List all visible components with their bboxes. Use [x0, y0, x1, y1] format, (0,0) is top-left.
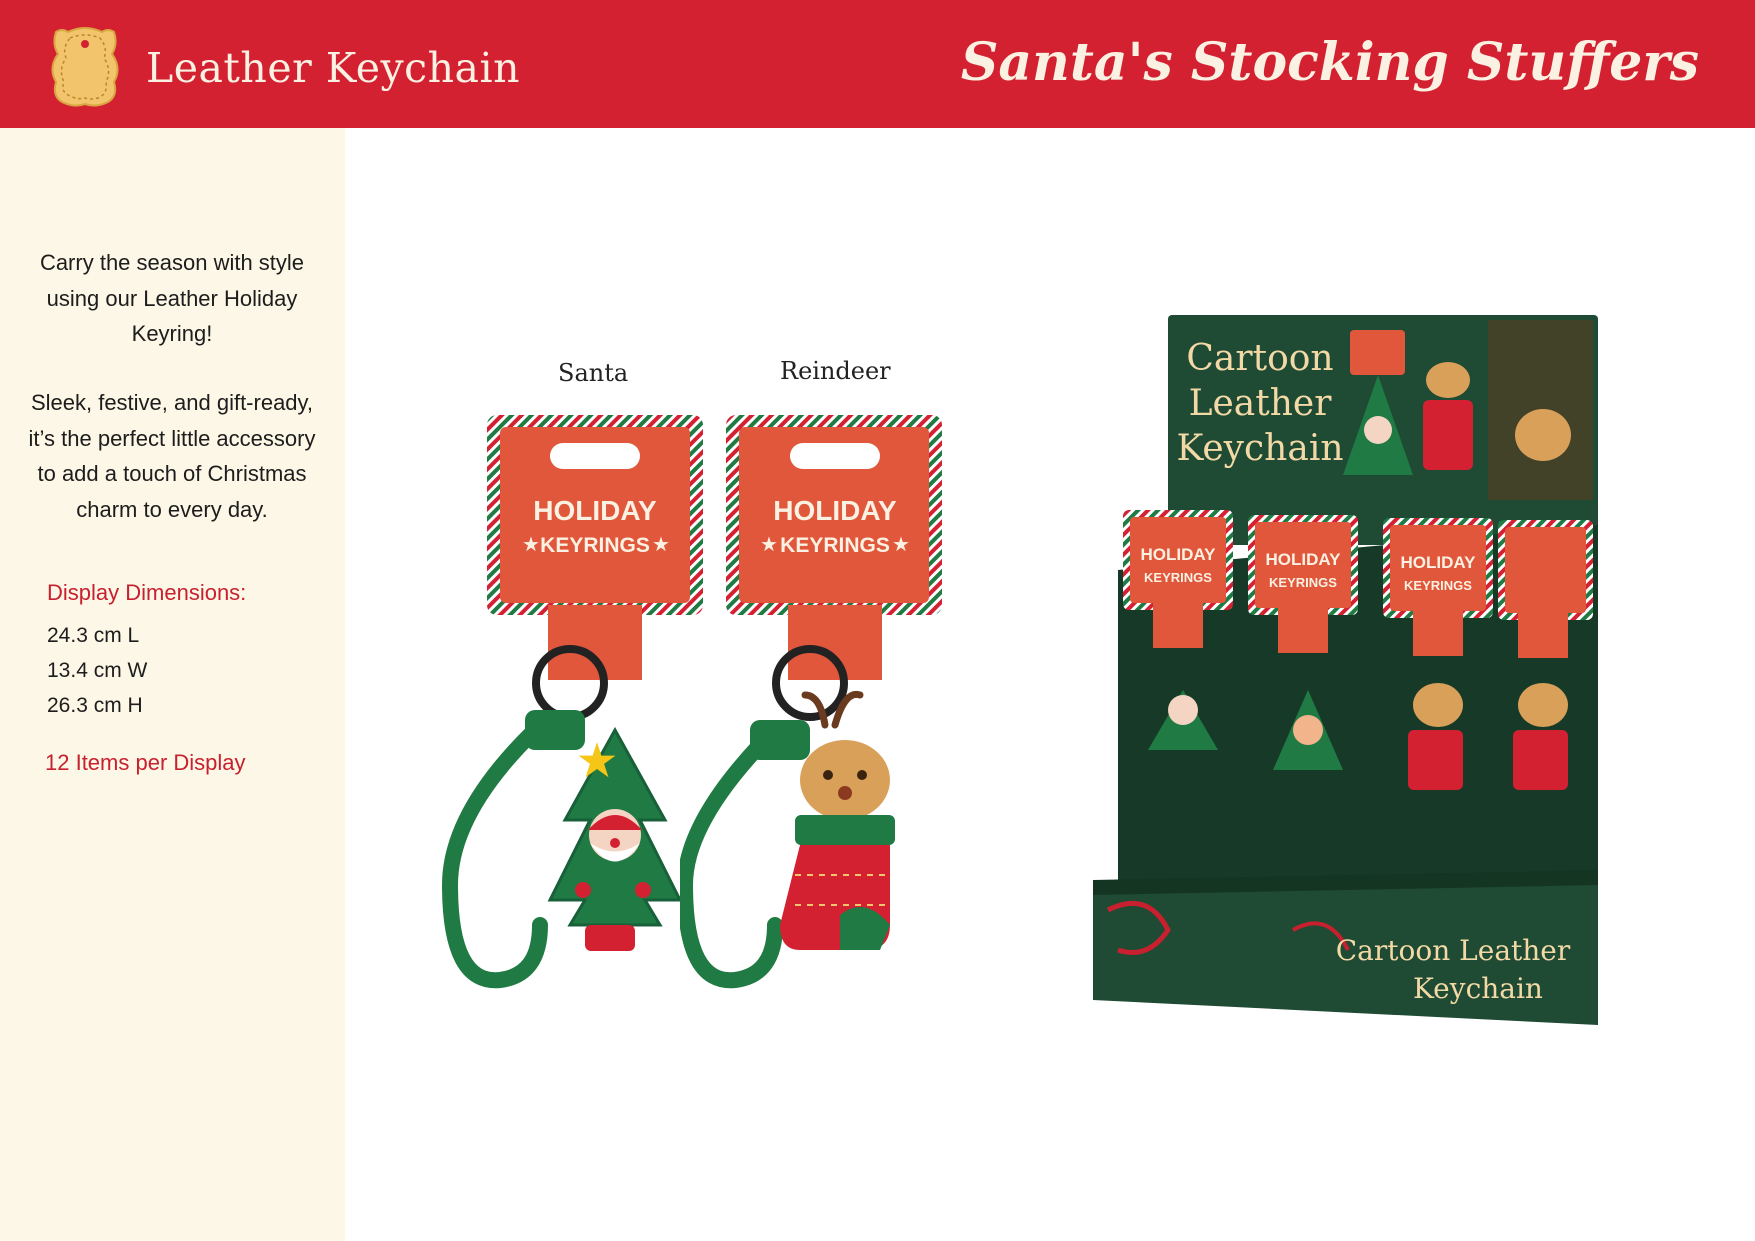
star-icon: ★ — [575, 735, 619, 788]
svg-text:HOLIDAY: HOLIDAY — [1265, 550, 1341, 569]
brand-title: Santa's Stocking Stuffers — [960, 32, 1699, 93]
sidebar — [0, 128, 345, 1241]
dimension-width: 13.4 cm W — [47, 659, 148, 682]
card-line1: HOLIDAY — [773, 495, 897, 526]
description-body: Sleek, festive, and gift-ready, it’s the perfect little accessory to add a touch of Christmas charm to every day. — [28, 390, 316, 522]
card-line2: KEYRINGS — [540, 534, 650, 557]
star-icon: ★ — [892, 534, 910, 556]
santa-keychain-image — [430, 405, 720, 995]
product-label-reindeer: Reindeer — [780, 357, 891, 385]
svg-text:KEYRINGS: KEYRINGS — [1269, 575, 1337, 590]
display-header-line3: Keychain — [1176, 428, 1344, 469]
items-per-display: 12 Items per Display — [45, 750, 246, 775]
card-line1: HOLIDAY — [533, 495, 657, 526]
display-box-image — [1088, 310, 1608, 1035]
svg-text:KEYRINGS: KEYRINGS — [1404, 578, 1472, 593]
description-intro: Carry the season with style using our Leather Holiday Keyring! — [39, 250, 305, 346]
header-bar — [0, 0, 1755, 128]
star-icon: ★ — [760, 534, 778, 556]
dimension-height: 26.3 cm H — [47, 694, 143, 717]
display-front-line1: Cartoon Leather — [1335, 934, 1571, 967]
star-icon: ★ — [522, 534, 540, 556]
page-title: Leather Keychain — [146, 44, 520, 92]
leather-hide-icon — [48, 24, 122, 110]
card-line2: KEYRINGS — [780, 534, 890, 557]
dimensions-heading: Display Dimensions: — [47, 580, 247, 605]
star-icon: ★ — [652, 534, 670, 556]
svg-text:HOLIDAY: HOLIDAY — [1140, 545, 1216, 564]
display-header-line1: Cartoon — [1186, 338, 1334, 379]
display-header-line2: Leather — [1188, 383, 1332, 424]
reindeer-keychain-image — [680, 405, 950, 995]
product-label-santa: Santa — [558, 359, 629, 387]
svg-text:HOLIDAY: HOLIDAY — [1400, 553, 1476, 572]
svg-text:KEYRINGS: KEYRINGS — [1144, 570, 1212, 585]
dimension-length: 24.3 cm L — [47, 624, 140, 647]
display-front-line2: Keychain — [1413, 972, 1543, 1005]
